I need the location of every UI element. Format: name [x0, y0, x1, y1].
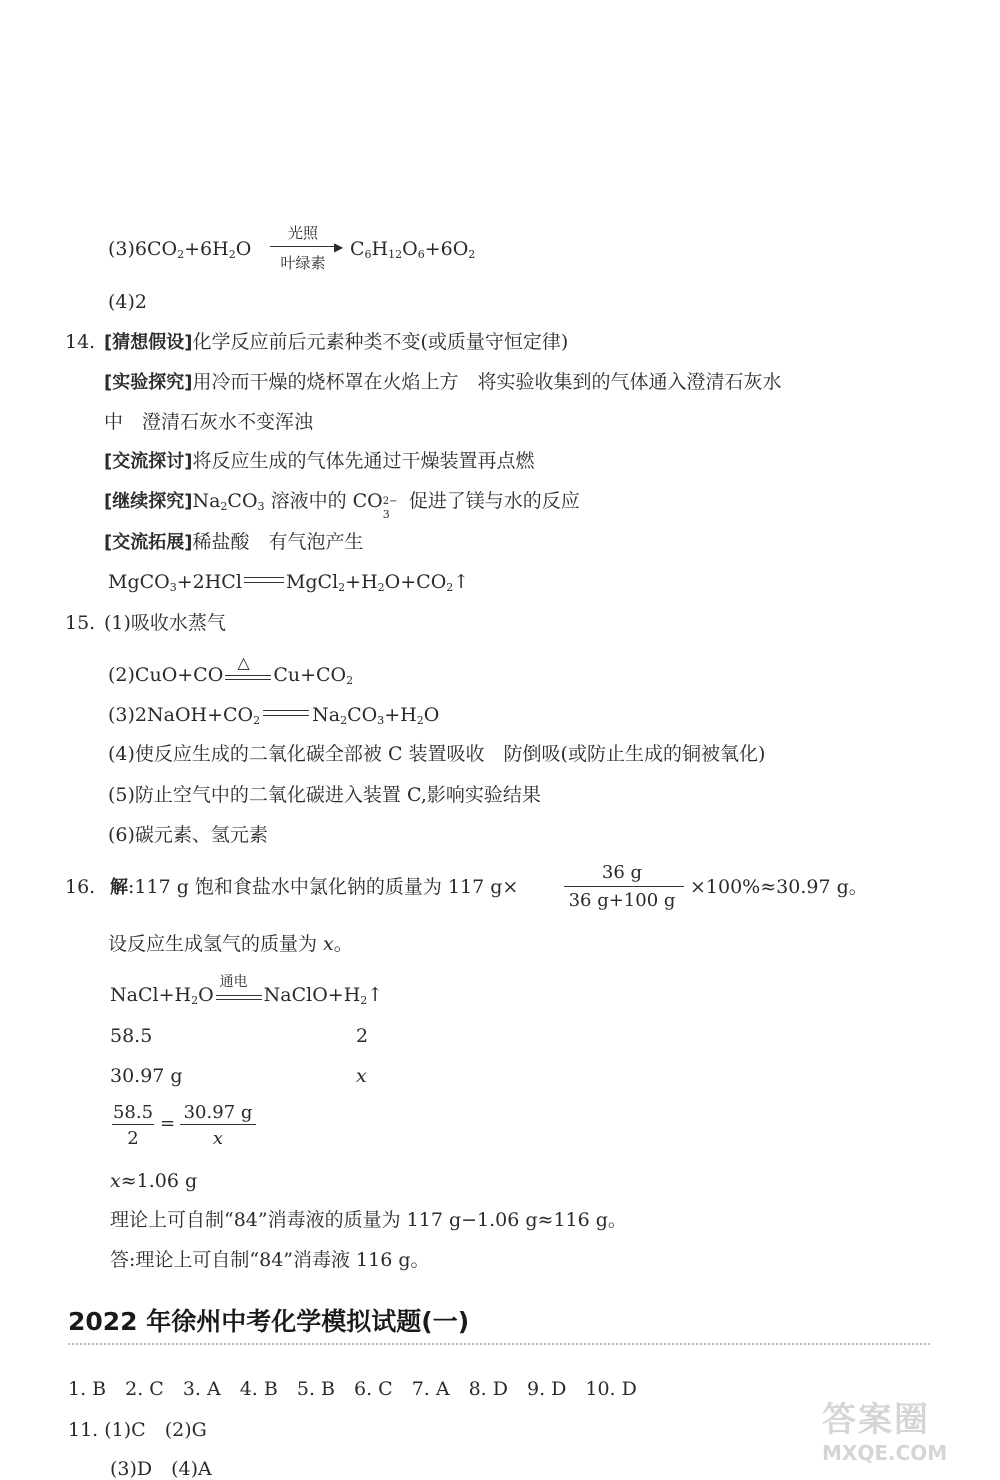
q15-item3: $(3)2NaOH+CO_2$ $Na_2CO_3+H_2O$ — [108, 704, 440, 727]
section-title: 2022 年徐州中考化学模拟试题(一) — [68, 1307, 470, 1336]
q14-number: 14. — [65, 331, 96, 353]
q16-mass-left: 30.97 g — [110, 1065, 183, 1087]
q14-line-extension: [交流拓展]稀盐酸 有气泡产生 — [104, 531, 364, 553]
q16-mass-right: x — [356, 1065, 367, 1087]
q11-answers: 11. (1)C (2)G — [68, 1419, 207, 1441]
arrow-condition-bottom: 叶绿素 — [280, 254, 326, 272]
watermark-logo — [822, 1392, 972, 1464]
watermark-text: 答案圈 — [822, 1400, 930, 1440]
electrolysis-condition: 通电 — [219, 974, 248, 990]
q14-equation: MgCO$_3$+2HCl $MgCl_2+H_2O+CO_2↑$ — [108, 571, 470, 594]
q14-line-experiment-cont: 中 澄清石灰水不变浑浊 — [104, 411, 314, 433]
q15-number: 15. — [65, 612, 96, 634]
q16-ratio: 58.5 2 = 30.97 g x — [110, 1102, 270, 1154]
q14-line-experiment: [实验探究]用冷而干燥的烧杯罩在火焰上方 将实验收集到的气体通入澄清石灰水 — [104, 371, 782, 393]
mc-answers: 1. B 2. C 3. A 4. B 5. B 6. C 7. A 8. D 9. D 10. D — [68, 1378, 637, 1400]
q13-reaction-arrow — [268, 222, 348, 272]
q16-equation: $NaCl+H_2O$ 通电 $NaClO+H_2↑$ — [110, 974, 384, 1007]
q16-molar-right: 2 — [356, 1025, 369, 1047]
equals-double-line — [244, 577, 284, 583]
q16-answer: 答:理论上可自制“84”消毒液 116 g。 — [110, 1249, 430, 1271]
q13-item3-equation: $(3)6CO_2+6H_2O$ — [108, 238, 252, 261]
q15-item1: (1)吸收水蒸气 — [104, 612, 226, 634]
q11-answers-cont: (3)D (4)A — [110, 1458, 212, 1480]
q16-number: 16. — [65, 876, 96, 898]
q14-line-hypothesis: [猜想假设]化学反应前后元素种类不变(或质量守恒定律) — [104, 331, 569, 353]
q16-line1: 解:117 g 饱和食盐水中氯化钠的质量为 117 g× — [110, 876, 519, 898]
q16-fraction: 36 g 36 g+100 g — [560, 862, 690, 912]
q16-line2: 设反应生成氢气的质量为 x。 — [108, 933, 353, 955]
heat-triangle-icon: △ — [237, 653, 250, 672]
q16-result: x≈1.06 g — [110, 1170, 198, 1192]
arrow-head-icon: ▶ — [334, 240, 344, 254]
section-divider — [68, 1343, 930, 1345]
arrow-line — [270, 246, 336, 247]
q16-line1-tail: ×100%≈30.97 g。 — [690, 876, 868, 898]
q14-line-further: [继续探究]$Na_2CO_3$ 溶液中的 CO 2− 3 促进了镁与水的反应 — [104, 490, 580, 521]
q16-theory: 理论上可自制“84”消毒液的质量为 117 g−1.06 g≈116 g。 — [110, 1209, 627, 1231]
q16-molar-left: 58.5 — [110, 1025, 153, 1047]
q13-item4: (4)2 — [108, 291, 148, 313]
arrow-condition-top: 光照 — [287, 224, 318, 242]
q15-item6: (6)碳元素、氢元素 — [108, 824, 268, 846]
q14-line-discussion: [交流探讨]将反应生成的气体先通过干燥装置再点燃 — [104, 450, 535, 472]
q15-item5: (5)防止空气中的二氧化碳进入装置 C,影响实验结果 — [108, 784, 541, 806]
q15-item2: (2)CuO+CO △ $Cu+CO_2$ — [108, 653, 354, 687]
watermark-domain: MXQE.COM — [822, 1441, 948, 1465]
q13-item3-products: $C_6H_{12}O_6+6O_2$ — [350, 238, 476, 261]
q15-item4: (4)使反应生成的二氧化碳全部被 C 装置吸收 防倒吸(或防止生成的铜被氧化) — [108, 743, 766, 765]
